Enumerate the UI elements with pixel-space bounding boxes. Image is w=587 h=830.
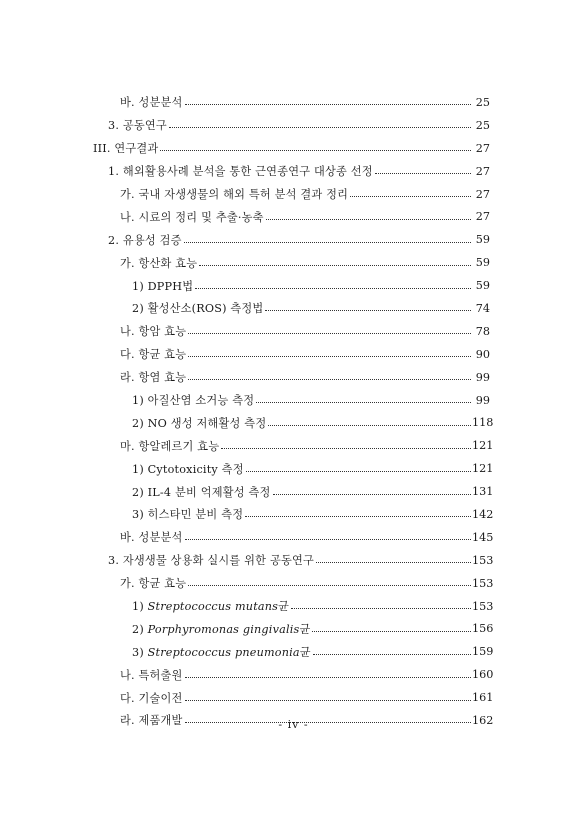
toc-entry-page-number: 78 [475, 324, 490, 338]
toc-entry-page-number: 59 [475, 279, 490, 293]
toc-entry-title [132, 392, 256, 408]
toc-entry [0, 274, 587, 297]
dot-leader [184, 241, 471, 243]
toc-entry-title-text: 다. 항균 효능 [120, 348, 187, 362]
toc-entry [0, 251, 587, 274]
toc-entry-line [132, 617, 494, 640]
toc-entry-title-text: 바. 성분분석 [120, 531, 183, 545]
toc-entry-title [132, 598, 291, 614]
toc-entry [0, 434, 587, 457]
toc-entry [0, 160, 587, 183]
toc-entry-species-name: Porphyromonas gingivalis [147, 622, 300, 636]
toc-entry [0, 320, 587, 343]
toc-entry-title-text: 1) [132, 600, 148, 614]
dot-leader [256, 401, 471, 403]
toc-entry-title-text: 3) 히스타민 분비 측정 [132, 508, 244, 522]
toc-entry-title-text: 2) [132, 622, 148, 636]
toc-entry-title [120, 575, 188, 591]
toc-entry-line [108, 160, 490, 183]
toc-entry-title-text: 마. 항알레르기 효능 [120, 439, 220, 453]
toc-entry-page-number: 118 [472, 416, 494, 430]
toc-entry-line [132, 480, 494, 503]
toc-entry-page-number: 59 [475, 233, 490, 247]
toc-entry-line [120, 663, 494, 686]
toc-entry-title [120, 346, 188, 362]
dot-leader [313, 653, 471, 655]
toc-entry-title-text: 바. 성분분석 [120, 96, 183, 110]
toc-entry [0, 457, 587, 480]
toc-entry-page-number: 99 [475, 370, 490, 384]
dot-leader [273, 493, 471, 495]
toc-entry-title-text: 가. 항산화 효능 [120, 256, 198, 270]
toc-entry [0, 137, 587, 160]
toc-entry-title [120, 209, 266, 225]
dot-leader [246, 470, 471, 472]
toc-entry-title [132, 415, 268, 431]
toc-entry-line [120, 205, 490, 228]
toc-entry [0, 228, 587, 251]
toc-entry-title-text: 가. 국내 자생생물의 해외 특허 분석 결과 정리 [120, 188, 349, 201]
toc-entry-title-text: 2) 활성산소(ROS) 측정법 [132, 302, 264, 316]
toc-entry-title [93, 140, 160, 156]
dot-leader [188, 584, 471, 586]
toc-entry [0, 389, 587, 412]
toc-entry-line [120, 251, 490, 274]
toc-entry-page-number: 145 [472, 530, 494, 544]
toc-entry-title [132, 644, 313, 660]
dot-leader [350, 195, 471, 197]
toc-entry [0, 114, 587, 137]
toc-entry-page-number: 27 [475, 164, 490, 178]
toc-entry-title [132, 461, 246, 477]
dot-leader [266, 218, 471, 220]
toc-entry-title [132, 484, 273, 500]
toc-entry-title-text: 나. 특허출원 [120, 668, 183, 682]
toc-entry-line [120, 366, 490, 389]
toc-entry-line [108, 114, 490, 137]
dot-leader [188, 355, 471, 357]
toc-entry-line [120, 526, 494, 549]
toc-entry-page-number: 121 [472, 462, 494, 476]
toc-entry [0, 503, 587, 526]
toc-entry-line [108, 228, 490, 251]
toc-entry-page-number: 121 [472, 439, 494, 453]
toc-entry-species-name: Streptococcus mutans [147, 600, 279, 614]
toc-entry-line [120, 686, 494, 709]
toc-entry-line [132, 297, 490, 320]
toc-entry-line [120, 343, 490, 366]
toc-entry-title [120, 529, 185, 545]
toc-entry-line [132, 457, 494, 480]
toc-entry-title [108, 232, 184, 248]
toc-entry-title [108, 163, 375, 179]
dot-leader [185, 538, 471, 540]
toc-entry-title [120, 369, 188, 385]
toc-entry [0, 205, 587, 228]
toc-entry-page-number: 142 [472, 507, 494, 521]
toc-entry [0, 343, 587, 366]
toc-entry-title-text: 1) Cytotoxicity 측정 [132, 462, 244, 476]
toc-entry-title [120, 255, 199, 271]
toc-entry-line [132, 389, 490, 412]
toc-entry [0, 686, 587, 709]
toc-entry-page-number: 159 [472, 645, 494, 659]
toc-entry-title-text: III. 연구결과 [93, 142, 159, 156]
toc-entry-line [93, 137, 490, 160]
page-number: - iv - [278, 718, 309, 731]
toc-entry-title-text: 3. 공동연구 [108, 119, 167, 133]
toc-entry [0, 183, 587, 206]
toc-entry-title-text: 라. 제품개발 [120, 714, 183, 728]
toc-entry-title [132, 278, 195, 294]
toc-entry-title-text: 1) DPPH법 [132, 279, 194, 293]
toc-entry [0, 663, 587, 686]
dot-leader [265, 309, 471, 311]
toc-entry [0, 640, 587, 663]
toc-entry-title-text: 2) NO 생성 저해활성 측정 [132, 416, 267, 430]
dot-leader [185, 676, 471, 678]
toc-entry-page-number: 25 [475, 118, 490, 132]
dot-leader [169, 126, 471, 128]
toc-entry-page-number: 153 [472, 553, 494, 567]
toc-entry-title [132, 300, 265, 316]
toc-entry-page-number: 153 [472, 576, 494, 590]
toc-entry-page-number: 156 [472, 622, 494, 636]
toc-entry-title-text: 나. 항암 효능 [120, 325, 187, 339]
toc-entry-line [132, 274, 490, 297]
toc-entry-title-text: 다. 기술이전 [120, 691, 183, 705]
dot-leader [195, 287, 471, 289]
toc-entry [0, 617, 587, 640]
toc-entry-title-text: 라. 항염 효능 [120, 371, 187, 385]
toc-entry-page-number: 25 [475, 95, 490, 109]
toc-entry-line [108, 549, 494, 572]
toc-entry-line [132, 411, 494, 434]
toc-entry-page-number: 27 [475, 141, 490, 155]
toc-entry-page-number: 90 [475, 347, 490, 361]
toc-entry-title [132, 621, 312, 637]
dot-leader [375, 172, 471, 174]
toc-entry [0, 411, 587, 434]
toc-entry-title-text: 나. 시료의 정리 및 추출·농축 [120, 210, 264, 224]
toc-entry-title [120, 323, 188, 339]
toc-entry-title [132, 506, 245, 522]
toc-entry [0, 297, 587, 320]
dot-leader [199, 264, 471, 266]
toc-entry-line [120, 434, 494, 457]
toc-entry-page-number: 74 [475, 301, 490, 315]
toc-entry-title [120, 690, 185, 706]
toc-entry-title [108, 117, 169, 133]
toc-entry-line [120, 183, 490, 206]
toc-entry-line [120, 572, 494, 595]
toc-entry [0, 480, 587, 503]
dot-leader [188, 332, 471, 334]
dot-leader [316, 561, 471, 563]
dot-leader [160, 149, 471, 151]
toc-entry-page-number: 27 [475, 210, 490, 224]
toc-entry-title [120, 94, 185, 110]
toc-entry [0, 91, 587, 114]
toc-entry-title [108, 552, 316, 568]
toc-entry-line [120, 320, 490, 343]
toc-entry-species-name: Streptococcus pneumonia [147, 645, 300, 659]
toc-entry-title-text: 가. 항균 효능 [120, 577, 187, 591]
toc-entry-title-suffix: 균 [299, 622, 311, 636]
toc-entry [0, 366, 587, 389]
dot-leader [188, 378, 471, 380]
toc-entry-page-number: 162 [472, 713, 494, 727]
table-of-contents [0, 91, 587, 732]
toc-entry-line [132, 595, 494, 618]
toc-entry-title-text: 1) 아질산염 소거능 측정 [132, 394, 255, 408]
dot-leader [291, 607, 471, 609]
toc-entry-title [120, 438, 221, 454]
toc-entry-title [120, 186, 350, 202]
dot-leader [185, 103, 471, 105]
toc-entry [0, 595, 587, 618]
toc-entry-page-number: 27 [475, 187, 490, 201]
toc-entry-page-number: 59 [475, 256, 490, 270]
dot-leader [185, 699, 471, 701]
toc-entry-title-text: 3. 자생생물 상용화 실시를 위한 공동연구 [108, 554, 314, 568]
toc-entry [0, 526, 587, 549]
dot-leader [245, 515, 471, 517]
dot-leader [268, 424, 471, 426]
toc-entry-line [120, 91, 490, 114]
toc-entry [0, 572, 587, 595]
toc-entry-title-text: 2) IL-4 분비 억제활성 측정 [132, 485, 271, 499]
toc-entry-title-text: 1. 해외활용사례 분석을 통한 근연종연구 대상종 선정 [108, 165, 373, 179]
toc-entry-line [132, 640, 494, 663]
dot-leader [221, 447, 471, 449]
toc-entry-page-number: 161 [472, 691, 494, 705]
dot-leader [312, 630, 471, 632]
toc-entry-title-text: 3) [132, 645, 148, 659]
toc-entry-page-number: 160 [472, 668, 494, 682]
toc-entry-page-number: 99 [475, 393, 490, 407]
toc-entry-line [132, 503, 494, 526]
toc-entry [0, 549, 587, 572]
toc-entry-title-suffix: 균 [278, 600, 290, 614]
toc-entry-title-suffix: 균 [299, 645, 311, 659]
toc-entry-page-number: 153 [472, 599, 494, 613]
toc-entry-page-number: 131 [472, 485, 494, 499]
toc-entry-title-text: 2. 유용성 검증 [108, 233, 182, 247]
toc-entry-title [120, 667, 185, 683]
